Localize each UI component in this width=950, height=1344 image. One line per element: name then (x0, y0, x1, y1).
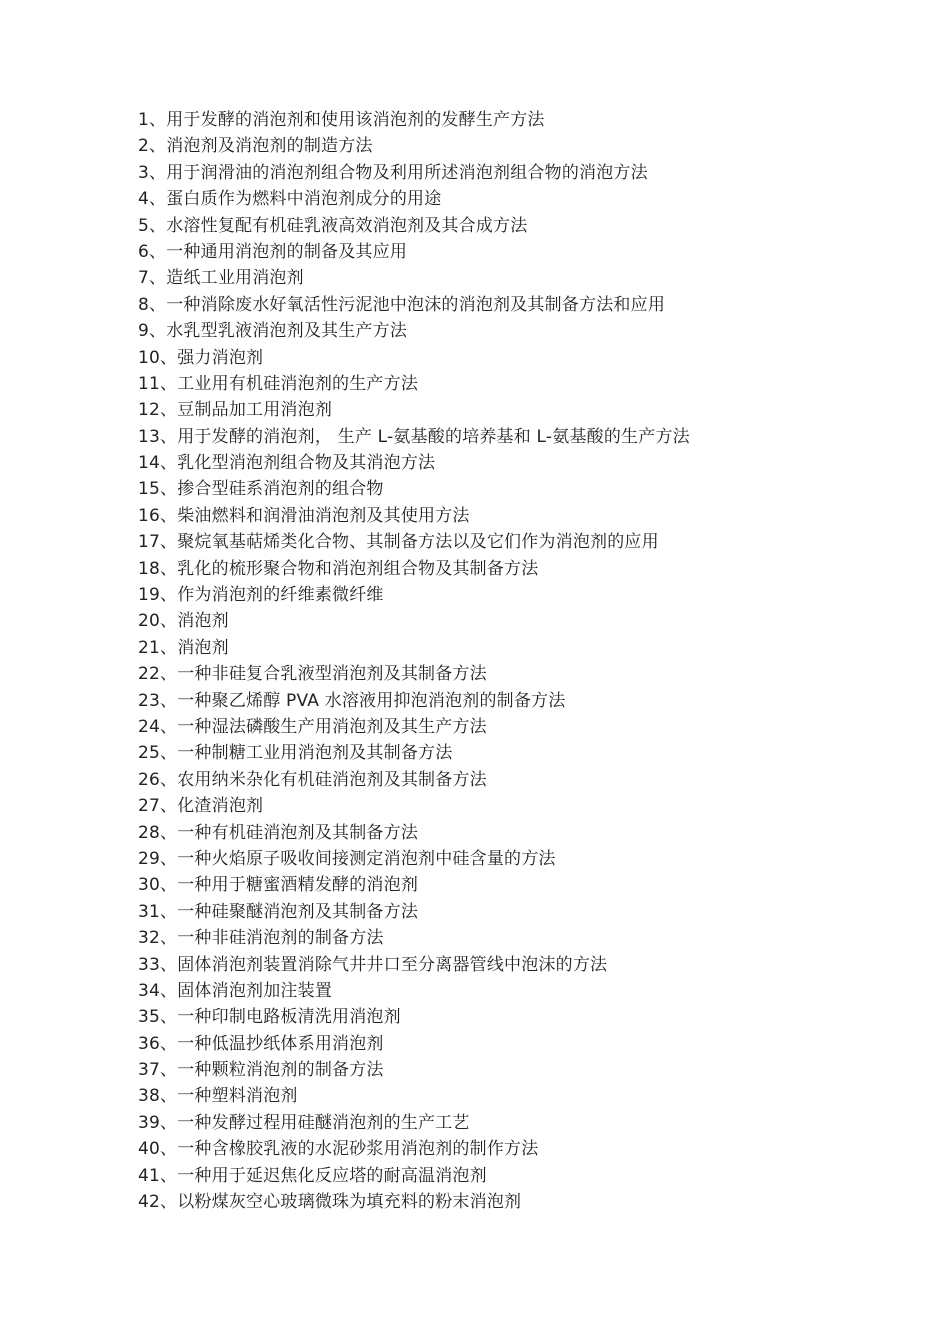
list-item: 3、用于润滑油的消泡剂组合物及利用所述消泡剂组合物的消泡方法 (138, 162, 648, 183)
list-item: 24、一种湿法磷酸生产用消泡剂及其生产方法 (138, 716, 487, 737)
list-item: 31、一种硅聚醚消泡剂及其制备方法 (138, 901, 419, 922)
list-item: 13、用于发酵的消泡剂， 生产 L-氨基酸的培养基和 L-氨基酸的生产方法 (138, 426, 690, 447)
list-item: 8、一种消除废水好氧活性污泥池中泡沫的消泡剂及其制备方法和应用 (138, 294, 666, 315)
list-item: 7、造纸工业用消泡剂 (138, 268, 304, 289)
list-item: 40、一种含橡胶乳液的水泥砂浆用消泡剂的制作方法 (138, 1139, 539, 1160)
patent-title-list (138, 107, 918, 1215)
list-item: 18、乳化的梳形聚合物和消泡剂组合物及其制备方法 (138, 558, 539, 579)
list-item: 29、一种火焰原子吸收间接测定消泡剂中硅含量的方法 (138, 848, 556, 869)
list-item: 9、水乳型乳液消泡剂及其生产方法 (138, 321, 408, 342)
list-item: 10、强力消泡剂 (138, 347, 264, 368)
list-item: 34、固体消泡剂加注装置 (138, 980, 333, 1001)
list-item: 30、一种用于糖蜜酒精发酵的消泡剂 (138, 875, 419, 896)
list-item: 2、消泡剂及消泡剂的制造方法 (138, 136, 373, 157)
list-item: 11、工业用有机硅消泡剂的生产方法 (138, 373, 419, 394)
list-item: 27、化渣消泡剂 (138, 796, 264, 817)
list-item: 17、聚烷氧基萜烯类化合物、其制备方法以及它们作为消泡剂的应用 (138, 532, 659, 553)
list-item: 22、一种非硅复合乳液型消泡剂及其制备方法 (138, 664, 487, 685)
list-item: 21、消泡剂 (138, 637, 229, 658)
list-item: 15、掺合型硅系消泡剂的组合物 (138, 479, 384, 500)
list-item: 39、一种发酵过程用硅醚消泡剂的生产工艺 (138, 1112, 470, 1133)
list-item: 12、豆制品加工用消泡剂 (138, 400, 333, 421)
list-item: 33、固体消泡剂装置消除气井井口至分离器管线中泡沫的方法 (138, 954, 608, 975)
list-item: 37、一种颗粒消泡剂的制备方法 (138, 1060, 384, 1081)
list-item: 1、用于发酵的消泡剂和使用该消泡剂的发酵生产方法 (138, 110, 545, 130)
list-item: 28、一种有机硅消泡剂及其制备方法 (138, 822, 419, 843)
list-item: 16、柴油燃料和润滑油消泡剂及其使用方法 (138, 505, 470, 526)
list-item: 6、一种通用消泡剂的制备及其应用 (138, 241, 408, 262)
list-item: 26、农用纳米杂化有机硅消泡剂及其制备方法 (138, 769, 487, 790)
list-item: 14、乳化型消泡剂组合物及其消泡方法 (138, 453, 436, 474)
list-item: 36、一种低温抄纸体系用消泡剂 (138, 1033, 384, 1054)
list-item: 19、作为消泡剂的纤维素微纤维 (138, 585, 384, 606)
list-item: 5、水溶性复配有机硅乳液高效消泡剂及其合成方法 (138, 215, 528, 236)
list-item: 35、一种印制电路板清洗用消泡剂 (138, 1007, 401, 1028)
list-item: 42、以粉煤灰空心玻璃微珠为填充料的粉末消泡剂 (138, 1192, 522, 1213)
list-item: 25、一种制糖工业用消泡剂及其制备方法 (138, 743, 453, 764)
list-item: 38、一种塑料消泡剂 (138, 1086, 298, 1107)
list-item: 23、一种聚乙烯醇 PVA 水溶液用抑泡消泡剂的制备方法 (138, 690, 566, 711)
list-item: 32、一种非硅消泡剂的制备方法 (138, 928, 384, 949)
list-item: 20、消泡剂 (138, 611, 229, 632)
list-item: 41、一种用于延迟焦化反应塔的耐高温消泡剂 (138, 1165, 487, 1186)
list-item: 4、蛋白质作为燃料中消泡剂成分的用途 (138, 189, 442, 210)
